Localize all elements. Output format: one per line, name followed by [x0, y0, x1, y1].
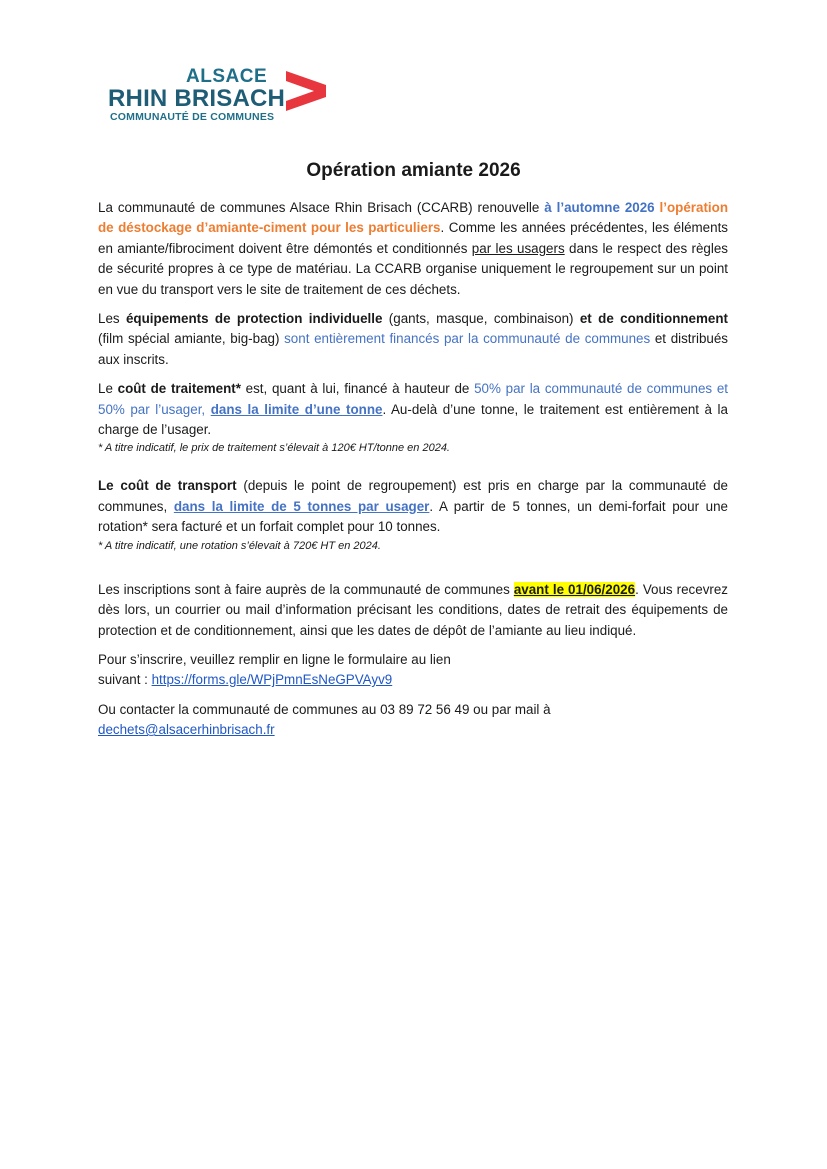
text: (depuis le point de regroupement) est pris en charge par la communauté de communes, — [98, 478, 728, 514]
page-title: Opération amiante 2026 — [306, 160, 521, 181]
form-link[interactable]: https://forms.gle/WPjPmnEsNeGPVAyv9 — [151, 672, 393, 688]
logo — [106, 66, 336, 130]
text: . Au-delà d’une tonne, le traitement est entièrement à la charge de l’usager. — [98, 401, 728, 438]
deadline-highlight: avant le 01/06/2026 — [513, 581, 636, 597]
text: est, quant à lui, financé à hauteur de — [240, 381, 475, 397]
text: Les — [98, 311, 126, 327]
paragraph-form — [98, 650, 728, 691]
text: Le — [98, 381, 118, 397]
highlight-limit: dans la limite d’une tonne — [210, 401, 383, 417]
underlined-text: par les usagers — [471, 240, 565, 256]
text: (film spécial amiante, big-bag) — [98, 331, 285, 347]
footnote-treatment: * A titre indicatif, le prix de traitement s’élevait à 120€ HT/tonne en 2024. — [98, 442, 450, 455]
paragraph-treatment-cost — [98, 379, 728, 440]
highlight-operation: l’opération de déstockage d’amiante-ciment pour les particuliers — [98, 200, 728, 236]
footnote-transport: * A titre indicatif, une rotation s’élevait à 720€ HT en 2024. — [98, 539, 381, 552]
bold-text: Le coût de transport — [98, 478, 237, 494]
paragraph-equipment — [98, 309, 728, 370]
highlight-date: à l’automne 2026 — [544, 200, 655, 215]
text: . Comme les années précédentes, les éléments en amiante/fibrociment doivent être démontés et conditionnés — [98, 220, 728, 256]
text: et distribués aux inscrits. — [98, 331, 729, 367]
paragraph-registration — [98, 580, 728, 641]
text: . A partir de 5 tonnes, un demi-forfait pour une rotation* sera facturé et un forfait complet pour 10 tonnes. — [98, 498, 728, 535]
logo-line-2: RHIN BRISACH — [108, 85, 286, 112]
logo-line-1: ALSACE — [186, 66, 268, 87]
text: . Vous recevrez dès lors, un courrier ou mail d’information précisant les conditions, dates de retrait des équipements de protection et de conditionnement, ainsi que les dates de dépôt de l’amiante au lieu indiqué. — [98, 581, 728, 638]
bold-text: équipements de protection individuelle — [125, 311, 383, 327]
highlight-financing: sont entièrement financés par la communauté de communes — [284, 331, 651, 347]
paragraph-intro — [98, 198, 728, 300]
logo-line-3: COMMUNAUTÉ DE COMMUNES — [110, 111, 275, 123]
text: Les inscriptions sont à faire auprès de la communauté de communes — [98, 581, 514, 597]
text: Pour s’inscrire, veuillez remplir en ligne le formulaire au lien — [98, 651, 451, 667]
bold-text: et de conditionnement — [579, 311, 728, 327]
document-body — [98, 198, 728, 741]
paragraph-transport-cost — [98, 476, 728, 537]
text: suivant : — [98, 672, 152, 688]
text: La communauté de communes Alsace Rhin Brisach (CCARB) renouvelle — [98, 200, 545, 215]
chevron-logo-icon — [284, 69, 328, 113]
text: dans le respect des règles de sécurité propres à ce type de matériau. La CCARB organise uniquement le regroupement sur un point en vue du transport vers le site de traitement de ces déchets. — [98, 240, 728, 297]
text: Ou contacter la communauté de communes au 03 89 72 56 49 ou par mail à — [98, 701, 551, 717]
highlight-split: 50% par la communauté de communes et 50% par l’usager, — [98, 381, 729, 417]
text: (gants, masque, combinaison) — [382, 311, 580, 327]
email-link[interactable]: dechets@alsacerhinbrisach.fr — [98, 722, 275, 738]
paragraph-contact — [98, 700, 728, 741]
bold-text: coût de traitement* — [117, 381, 241, 397]
highlight-limit: dans la limite de 5 tonnes par usager — [173, 498, 430, 514]
